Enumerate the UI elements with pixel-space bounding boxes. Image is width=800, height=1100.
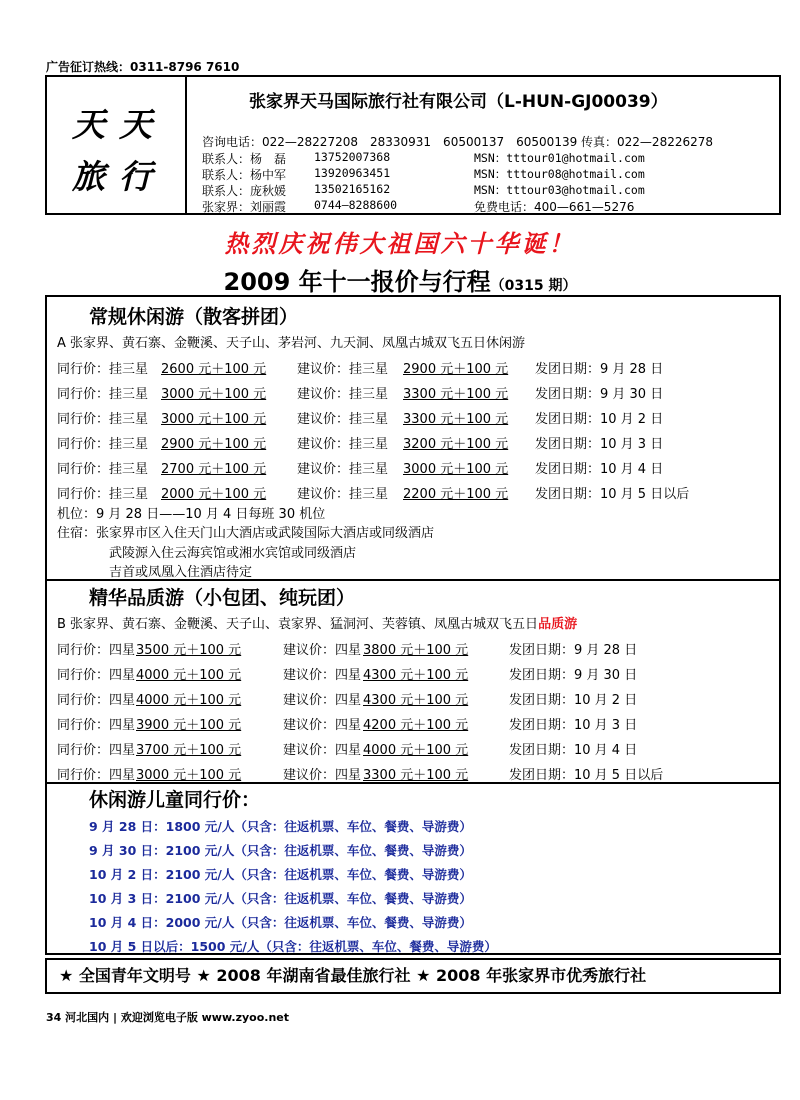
- contact-row: [202, 198, 772, 214]
- child-price-row: 9 月 30 日：2100 元/人（只含：往返机票、车位、餐费、导游费）: [89, 843, 472, 858]
- price-row: [57, 458, 777, 476]
- contact-msn: MSN：tttour08@hotmail.com: [474, 167, 645, 181]
- peer-price: 2700 元＋100 元: [161, 462, 267, 477]
- title-main: 2009 年十一报价与行程: [223, 268, 491, 296]
- suggested-price: 2900 元＋100 元: [403, 362, 509, 377]
- suggested-price: 3000 元＋100 元: [403, 462, 509, 477]
- contact-msn: MSN：tttour03@hotmail.com: [474, 183, 645, 197]
- suggested-price: 4300 元＋100 元: [363, 668, 469, 683]
- peer-price-label: 同行价：四星: [57, 768, 136, 783]
- peer-price-label: 同行价：四星: [57, 743, 136, 758]
- price-row: [57, 689, 777, 707]
- peer-price-label: 同行价：挂三星: [57, 487, 149, 502]
- contact-name: 联系人：杨 磊: [202, 152, 287, 166]
- peer-price-label: 同行价：四星: [57, 643, 136, 658]
- pricing-box: [45, 295, 781, 955]
- suggested-price-label: 建议价：四星: [283, 693, 362, 708]
- contact-msn: MSN：tttour01@hotmail.com: [474, 151, 645, 165]
- suggested-price-label: 建议价：四星: [283, 768, 362, 783]
- departure-date: 发团日期：9 月 28 日: [535, 362, 664, 377]
- departure-date: 发团日期：10 月 5 日以后: [509, 768, 664, 783]
- peer-price-label: 同行价：挂三星: [57, 437, 149, 452]
- departure-date: 发团日期：9 月 30 日: [535, 387, 664, 402]
- celebration-slogan: 热烈庆祝伟大祖国六十华诞！: [224, 229, 576, 258]
- brand-logo: [47, 77, 187, 213]
- section-b-route: [57, 613, 577, 632]
- child-price-row: 10 月 4 日：2000 元/人（只含：往返机票、车位、餐费、导游费）: [89, 915, 472, 930]
- price-row: [57, 383, 777, 401]
- suggested-price-label: 建议价：四星: [283, 668, 362, 683]
- peer-price-label: 同行价：四星: [57, 668, 136, 683]
- awards-banner: ★ 全国青年文明号 ★ 2008 年湖南省最佳旅行社 ★ 2008 年张家界市优秀旅行社: [45, 958, 781, 994]
- departure-date: 发团日期：10 月 4 日: [535, 462, 664, 477]
- suggested-price: 4000 元＋100 元: [363, 743, 469, 758]
- contact-row: [202, 150, 772, 166]
- suggested-price: 3800 元＋100 元: [363, 643, 469, 658]
- departure-date: 发团日期：10 月 4 日: [509, 743, 638, 758]
- suggested-price-label: 建议价：挂三星: [297, 362, 389, 377]
- peer-price: 3900 元＋100 元: [136, 718, 242, 733]
- section-a-route: A 张家界、黄石寨、金鞭溪、天子山、茅岩河、九天洞、凤凰古城双飞五日休闲游: [57, 336, 526, 351]
- child-price-row: 10 月 5 日以后：1500 元/人（只含：往返机票、车位、餐费、导游费）: [89, 939, 497, 954]
- peer-price: 3000 元＋100 元: [136, 768, 242, 783]
- suggested-price-label: 建议价：四星: [283, 743, 362, 758]
- price-row: [57, 433, 777, 451]
- suggested-price: 4200 元＋100 元: [363, 718, 469, 733]
- suggested-price-label: 建议价：四星: [283, 643, 362, 658]
- departure-date: 发团日期：9 月 30 日: [509, 668, 638, 683]
- price-row: [57, 358, 777, 376]
- price-row: [57, 639, 777, 657]
- brand-line-2: 旅行: [72, 157, 166, 196]
- child-price-row: 10 月 2 日：2100 元/人（只含：往返机票、车位、餐费、导游费）: [89, 867, 472, 882]
- departure-date: 发团日期：10 月 5 日以后: [535, 487, 690, 502]
- hotel-note: 武陵源入住云海宾馆或湘水宾馆或同级酒店: [109, 546, 357, 561]
- suggested-price: 3300 元＋100 元: [403, 387, 509, 402]
- child-price-row: 10 月 3 日：2100 元/人（只含：往返机票、车位、餐费、导游费）: [89, 891, 472, 906]
- price-row: [57, 764, 777, 782]
- peer-price-label: 同行价：挂三星: [57, 412, 149, 427]
- section-b-title: 精华品质游（小包团、纯玩团）: [89, 587, 356, 609]
- departure-date: 发团日期：10 月 2 日: [509, 693, 638, 708]
- seat-note: 机位：9 月 28 日——10 月 4 日每班 30 机位: [57, 507, 326, 522]
- suggested-price-label: 建议价：挂三星: [297, 437, 389, 452]
- peer-price: 3500 元＋100 元: [136, 643, 242, 658]
- suggested-price-label: 建议价：挂三星: [297, 387, 389, 402]
- peer-price-label: 同行价：挂三星: [57, 362, 149, 377]
- suggested-price-label: 建议价：挂三星: [297, 462, 389, 477]
- price-row: [57, 408, 777, 426]
- price-row: [57, 664, 777, 682]
- child-price-row: 9 月 28 日：1800 元/人（只含：往返机票、车位、餐费、导游费）: [89, 819, 472, 834]
- ad-hotline: 广告征订热线：0311-8796 7610: [46, 60, 240, 74]
- contact-phone: 13920963451: [314, 166, 391, 180]
- suggested-price-label: 建议价：四星: [283, 718, 362, 733]
- suggested-price: 3300 元＋100 元: [363, 768, 469, 783]
- peer-price: 3700 元＋100 元: [136, 743, 242, 758]
- price-row: [57, 483, 777, 501]
- departure-date: 发团日期：10 月 2 日: [535, 412, 664, 427]
- contact-name: 张家界：刘丽霞: [202, 200, 287, 214]
- price-row: [57, 714, 777, 732]
- suggested-price: 4300 元＋100 元: [363, 693, 469, 708]
- issue-number: （0315 期）: [490, 278, 577, 294]
- contact-name: 联系人：杨中军: [202, 168, 287, 182]
- departure-date: 发团日期：10 月 3 日: [509, 718, 638, 733]
- hotel-note: 吉首或凤凰入住酒店待定: [109, 565, 253, 580]
- company-name: 张家界天马国际旅行社有限公司（L-HUN-GJ00039）: [249, 92, 668, 112]
- peer-price: 4000 元＋100 元: [136, 693, 242, 708]
- section-c-title: 休闲游儿童同行价：: [89, 789, 261, 811]
- brand-line-1: 天天: [72, 105, 166, 144]
- suggested-price: 3300 元＋100 元: [403, 412, 509, 427]
- peer-price: 2900 元＋100 元: [161, 437, 267, 452]
- suggested-price-label: 建议价：挂三星: [297, 487, 389, 502]
- peer-price-label: 同行价：挂三星: [57, 387, 149, 402]
- contact-free-phone: 免费电话：400—661—5276: [474, 200, 635, 214]
- departure-date: 发团日期：9 月 28 日: [509, 643, 638, 658]
- peer-price: 2600 元＋100 元: [161, 362, 267, 377]
- contact-tel: 咨询电话：022—28227208 28330931 60500137 60500139 传真：022—28226278: [202, 135, 714, 149]
- peer-price: 4000 元＋100 元: [136, 668, 242, 683]
- contact-phone: 0744—8288600: [314, 198, 398, 212]
- peer-price-label: 同行价：四星: [57, 718, 136, 733]
- contact-row: [202, 166, 772, 182]
- section-a-title: 常规休闲游（散客拼团）: [89, 306, 299, 328]
- page-title: [0, 262, 800, 297]
- peer-price: 3000 元＋100 元: [161, 412, 267, 427]
- peer-price: 3000 元＋100 元: [161, 387, 267, 402]
- hotel-note: 住宿：张家界市区入住天门山大酒店或武陵国际大酒店或同级酒店: [57, 526, 435, 541]
- peer-price: 2000 元＋100 元: [161, 487, 267, 502]
- quality-tag: 品质游: [538, 617, 578, 632]
- route-text: B 张家界、黄石寨、金鞭溪、天子山、袁家界、猛洞河、芙蓉镇、凤凰古城双飞五日: [57, 617, 539, 632]
- contact-phone: 13502165162: [314, 182, 391, 196]
- section-divider: [47, 579, 779, 581]
- agency-header: [45, 75, 781, 215]
- peer-price-label: 同行价：挂三星: [57, 462, 149, 477]
- suggested-price: 3200 元＋100 元: [403, 437, 509, 452]
- contact-name: 联系人：庞秋媛: [202, 184, 287, 198]
- contact-phone: 13752007368: [314, 150, 391, 164]
- suggested-price: 2200 元＋100 元: [403, 487, 509, 502]
- departure-date: 发团日期：10 月 3 日: [535, 437, 664, 452]
- contact-row: [202, 182, 772, 198]
- section-divider: [47, 782, 779, 784]
- price-row: [57, 739, 777, 757]
- peer-price-label: 同行价：四星: [57, 693, 136, 708]
- suggested-price-label: 建议价：挂三星: [297, 412, 389, 427]
- page-footer: 34 河北国内 | 欢迎浏览电子版 www.zyoo.net: [46, 1011, 290, 1024]
